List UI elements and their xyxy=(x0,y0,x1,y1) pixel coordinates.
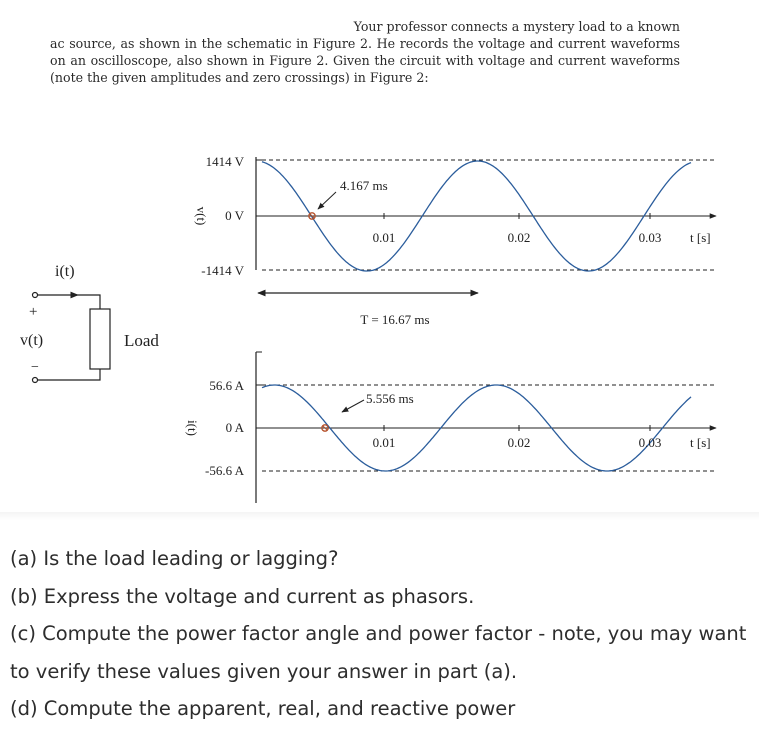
minus-sign: − xyxy=(31,360,39,375)
problem-statement-line1: Your professor connects a mystery load to a known xyxy=(353,19,680,34)
section-divider xyxy=(0,512,759,520)
figure-2 xyxy=(0,100,759,512)
current-ylabel: i(t) xyxy=(185,420,200,436)
voltage-crossing-label: 4.167 ms xyxy=(340,178,388,193)
problem-statement xyxy=(50,18,680,86)
current-ymin-label: -56.6 A xyxy=(205,463,244,478)
top-terminal xyxy=(33,293,38,298)
bottom-wire xyxy=(38,369,100,380)
voltage-ymax-label: 1414 V xyxy=(205,154,244,169)
current-xtick-label-1: 0.01 xyxy=(372,435,396,450)
voltage-label: v(t) xyxy=(20,332,44,349)
current-label: i(t) xyxy=(55,263,75,280)
question-a: (a) Is the load leading or lagging? xyxy=(10,547,339,570)
bottom-terminal xyxy=(33,378,38,383)
current-yzero-label: 0 A xyxy=(225,420,244,435)
voltage-xtick-label-2: 0.02 xyxy=(507,230,531,245)
problem-statement-body: ac source, as shown in the schematic in Figure 2. He records the voltage and current waveforms on an oscilloscope, also shown in Figure 2. Given the circuit with voltage and current waveforms (note the given amplitudes and zero crossings) in Figure 2: xyxy=(50,36,680,85)
voltage-ylabel: v(t) xyxy=(194,206,209,226)
voltage-xlabel: t [s] xyxy=(690,230,711,245)
current-xlabel: t [s] xyxy=(690,435,711,450)
load-label: Load xyxy=(124,331,159,350)
voltage-xtick-label-3: 0.03 xyxy=(638,230,662,245)
voltage-ymin-label: -1414 V xyxy=(201,263,244,278)
question-d: (d) Compute the apparent, real, and reactive power xyxy=(10,697,516,720)
voltage-yzero-label: 0 V xyxy=(225,208,244,223)
circuit-schematic xyxy=(20,263,159,383)
current-plot xyxy=(185,352,716,503)
current-xtick-label-2: 0.02 xyxy=(507,435,531,450)
voltage-xtick-label-1: 0.01 xyxy=(372,230,396,245)
load-box xyxy=(90,309,110,369)
period-label: T = 16.67 ms xyxy=(360,312,430,327)
question-list xyxy=(10,540,750,728)
voltage-crossing-pointer xyxy=(318,192,336,209)
current-ymax-label: 56.6 A xyxy=(209,378,244,393)
current-xtick-label-3: 0.03 xyxy=(638,435,662,450)
question-c: (c) Compute the power factor angle and power factor - note, you may want to verify these values given your answer in part (a). xyxy=(10,622,747,683)
question-b: (b) Express the voltage and current as phasors. xyxy=(10,584,475,608)
voltage-plot xyxy=(194,154,716,327)
current-crossing-pointer xyxy=(342,400,364,412)
current-crossing-label: 5.556 ms xyxy=(366,391,414,406)
plus-sign: + xyxy=(29,304,38,320)
top-wire xyxy=(78,295,100,309)
